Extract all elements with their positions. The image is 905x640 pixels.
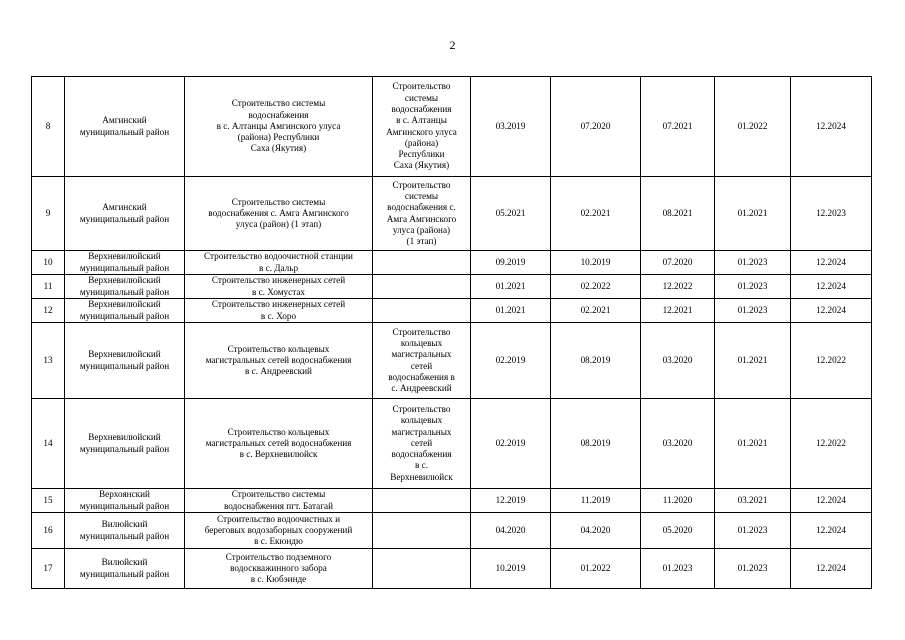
date-fourth-cell: 01.2023 (715, 549, 791, 589)
district-cell: Верхневилюйский муниципальный район (65, 275, 185, 299)
date-end-cell: 12.2023 (791, 177, 872, 251)
date-second-cell: 07.2020 (551, 77, 641, 177)
work-description-cell (373, 275, 471, 299)
date-second-cell: 02.2021 (551, 299, 641, 323)
date-fourth-cell: 01.2023 (715, 251, 791, 275)
date-end-cell: 12.2024 (791, 513, 872, 549)
district-cell: Верхневилюйский муниципальный район (65, 399, 185, 489)
work-description-cell: Строительство системы водоснабжения в с. Алтанцы Амгинского улуса (района) Республики Саха (Якутия) (373, 77, 471, 177)
date-start-cell: 01.2021 (471, 275, 551, 299)
object-name-cell: Строительство кольцевых магистральных сетей водоснабжения в с. Верхневилюйск (185, 399, 373, 489)
date-end-cell: 12.2024 (791, 77, 872, 177)
date-start-cell: 04.2020 (471, 513, 551, 549)
date-second-cell: 02.2022 (551, 275, 641, 299)
table-row (32, 513, 872, 549)
work-description-cell: Строительство кольцевых магистральных сетей водоснабжения в с. Верхневилюйск (373, 399, 471, 489)
date-end-cell: 12.2024 (791, 489, 872, 513)
object-name-cell: Строительство системы водоснабжения в с. Алтанцы Амгинского улуса (района) Республики Саха (Якутия) (185, 77, 373, 177)
date-fourth-cell: 01.2023 (715, 513, 791, 549)
date-third-cell: 12.2022 (641, 275, 715, 299)
table-row (32, 489, 872, 513)
object-name-cell: Строительство инженерных сетей в с. Хомустах (185, 275, 373, 299)
construction-schedule-table (31, 76, 872, 589)
table-row (32, 323, 872, 399)
work-description-cell (373, 489, 471, 513)
object-name-cell: Строительство системы водоснабжения пгт. Батагай (185, 489, 373, 513)
date-start-cell: 05.2021 (471, 177, 551, 251)
date-fourth-cell: 01.2023 (715, 275, 791, 299)
date-start-cell: 09.2019 (471, 251, 551, 275)
table-row (32, 77, 872, 177)
date-start-cell: 03.2019 (471, 77, 551, 177)
district-cell: Верхневилюйский муниципальный район (65, 323, 185, 399)
row-number-cell: 12 (32, 299, 65, 323)
table-row (32, 251, 872, 275)
date-end-cell: 12.2024 (791, 549, 872, 589)
date-end-cell: 12.2022 (791, 399, 872, 489)
date-third-cell: 07.2020 (641, 251, 715, 275)
work-description-cell (373, 549, 471, 589)
district-cell: Амгинский муниципальный район (65, 177, 185, 251)
table-row (32, 549, 872, 589)
work-description-cell (373, 251, 471, 275)
date-fourth-cell: 01.2022 (715, 77, 791, 177)
table-row (32, 299, 872, 323)
district-cell: Верхневилюйский муниципальный район (65, 251, 185, 275)
date-third-cell: 01.2023 (641, 549, 715, 589)
date-second-cell: 04.2020 (551, 513, 641, 549)
date-second-cell: 01.2022 (551, 549, 641, 589)
object-name-cell: Строительство системы водоснабжения с. Амга Амгинского улуса (район) (1 этап) (185, 177, 373, 251)
district-cell: Вилюйский муниципальный район (65, 549, 185, 589)
date-start-cell: 10.2019 (471, 549, 551, 589)
row-number-cell: 8 (32, 77, 65, 177)
date-fourth-cell: 01.2021 (715, 399, 791, 489)
date-third-cell: 03.2020 (641, 399, 715, 489)
date-end-cell: 12.2024 (791, 275, 872, 299)
date-third-cell: 08.2021 (641, 177, 715, 251)
date-second-cell: 08.2019 (551, 399, 641, 489)
table-row (32, 275, 872, 299)
row-number-cell: 13 (32, 323, 65, 399)
date-second-cell: 11.2019 (551, 489, 641, 513)
object-name-cell: Строительство кольцевых магистральных сетей водоснабжения в с. Андреевский (185, 323, 373, 399)
work-description-cell: Строительство системы водоснабжения с. Амга Амгинского улуса (района) (1 этап) (373, 177, 471, 251)
date-second-cell: 02.2021 (551, 177, 641, 251)
row-number-cell: 9 (32, 177, 65, 251)
date-end-cell: 12.2022 (791, 323, 872, 399)
date-start-cell: 02.2019 (471, 323, 551, 399)
row-number-cell: 16 (32, 513, 65, 549)
date-end-cell: 12.2024 (791, 299, 872, 323)
date-third-cell: 12.2021 (641, 299, 715, 323)
work-description-cell: Строительство кольцевых магистральных сетей водоснабжения в с. Андреевский (373, 323, 471, 399)
work-description-cell (373, 299, 471, 323)
date-third-cell: 05.2020 (641, 513, 715, 549)
district-cell: Вилюйский муниципальный район (65, 513, 185, 549)
date-second-cell: 08.2019 (551, 323, 641, 399)
page-number: 2 (449, 38, 456, 52)
date-fourth-cell: 01.2021 (715, 323, 791, 399)
district-cell: Амгинский муниципальный район (65, 77, 185, 177)
row-number-cell: 15 (32, 489, 65, 513)
row-number-cell: 10 (32, 251, 65, 275)
object-name-cell: Строительство подземного водоскважинного забора в с. Кюбэинде (185, 549, 373, 589)
date-third-cell: 07.2021 (641, 77, 715, 177)
date-start-cell: 02.2019 (471, 399, 551, 489)
work-description-cell (373, 513, 471, 549)
object-name-cell: Строительство инженерных сетей в с. Хоро (185, 299, 373, 323)
district-cell: Верхневилюйский муниципальный район (65, 299, 185, 323)
row-number-cell: 14 (32, 399, 65, 489)
date-second-cell: 10.2019 (551, 251, 641, 275)
date-end-cell: 12.2024 (791, 251, 872, 275)
date-start-cell: 12.2019 (471, 489, 551, 513)
object-name-cell: Строительство водоочистных и береговых водозаборных сооружений в с. Екюндю (185, 513, 373, 549)
object-name-cell: Строительство водоочистной станции в с. Дальр (185, 251, 373, 275)
row-number-cell: 11 (32, 275, 65, 299)
date-start-cell: 01.2021 (471, 299, 551, 323)
date-fourth-cell: 01.2023 (715, 299, 791, 323)
date-fourth-cell: 03.2021 (715, 489, 791, 513)
date-fourth-cell: 01.2021 (715, 177, 791, 251)
district-cell: Верхоянский муниципальный район (65, 489, 185, 513)
row-number-cell: 17 (32, 549, 65, 589)
date-third-cell: 11.2020 (641, 489, 715, 513)
table-row (32, 177, 872, 251)
table-row (32, 399, 872, 489)
date-third-cell: 03.2020 (641, 323, 715, 399)
